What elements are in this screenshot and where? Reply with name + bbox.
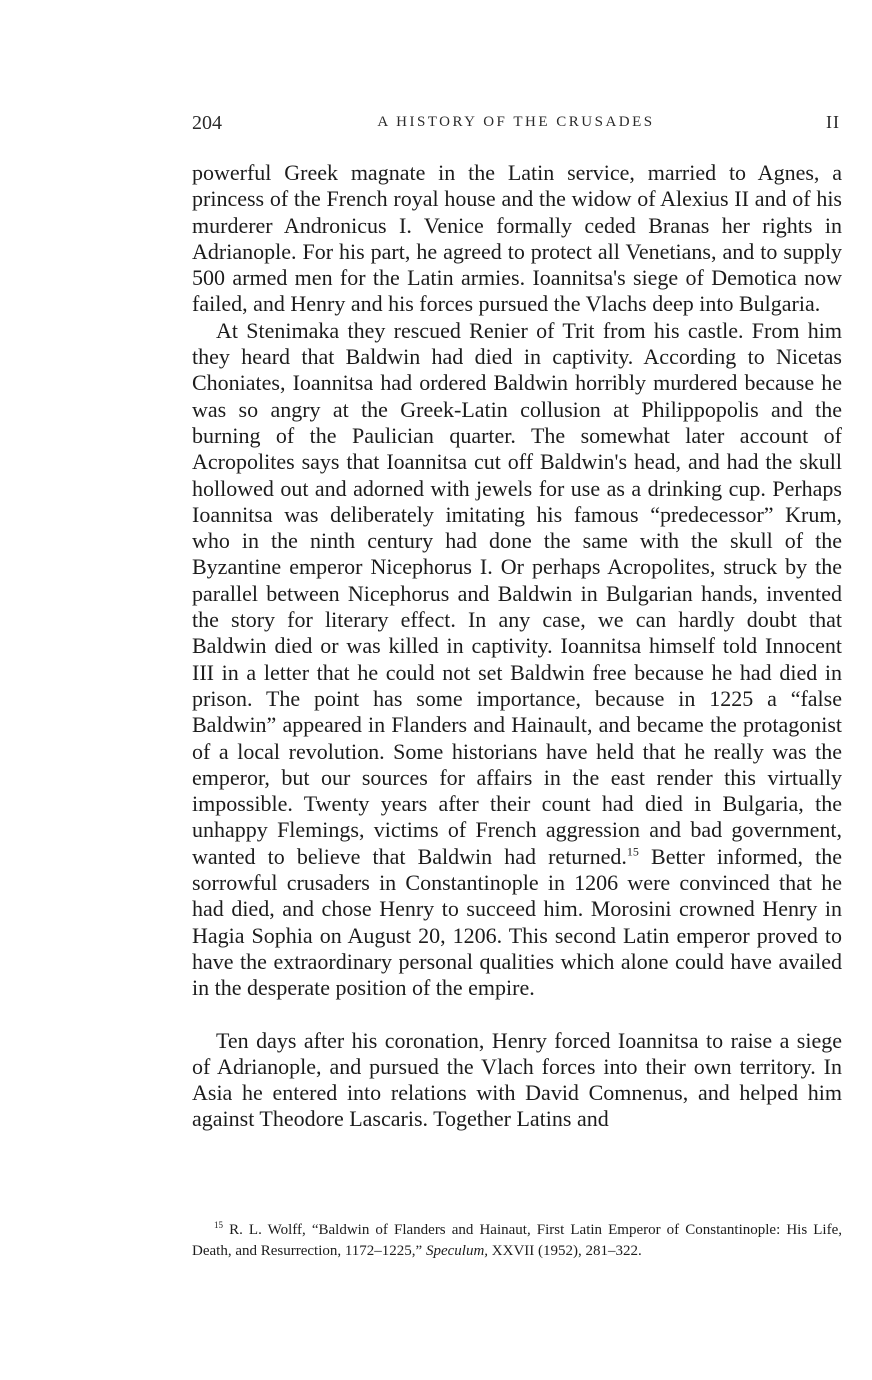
footnote-text-before: R. L. Wolff, “Baldwin of Flanders and Hainaut, First Latin Emperor of Constantinople: His Life, Death, and Resurrection, 1172–1225,”	[192, 1222, 842, 1259]
paragraph-2-continuation: Better informed, the sorrowful crusaders in Constantinople in 1206 were convinced that he had died, and chose Henry to succeed him. Morosini crowned Henry in Hagia Sophia on August 20, 1206. This second Latin emperor proved to have the extraordinary personal qualities which alone could have availed in the desperate position of the empire.	[192, 843, 842, 1001]
paragraph-1: powerful Greek magnate in the Latin service, married to Agnes, a princess of the French royal house and the widow of Alexius II and of his murderer Andronicus I. Venice formally ceded Branas her rights in Adrianople. For his part, he agreed to protect all Venetians, and to supply 500 armed men for the Latin armies. Ioannitsa's siege of Demotica now failed, and Henry and his forces pursued the Vlachs deep into Bulgaria.	[192, 160, 842, 317]
footnote-reference: 15	[626, 844, 639, 859]
page-number: 204	[192, 112, 222, 134]
footnote-text-after: XXVII (1952), 281–322.	[488, 1243, 642, 1259]
footnote	[192, 1220, 842, 1262]
body-text	[192, 160, 842, 1133]
running-title: A HISTORY OF THE CRUSADES	[377, 114, 655, 130]
volume-number: II	[826, 112, 840, 132]
running-header	[192, 112, 840, 142]
footnote-marker: 15	[214, 1220, 223, 1230]
paragraph-2-text: At Stenimaka they rescued Renier of Trit from his castle. From him they heard that Baldwin had died in captivity. According to Nicetas Choniates, Ioannitsa had ordered Baldwin horribly murdered because he was so angry at the Greek-Latin collusion at Philippopolis and the burning of the Paulician quarter. The somewhat later account of Acropolites says that Ioannitsa cut off Baldwin's head, and had the skull hollowed out and adorned with jewels for use as a drinking cup. Perhaps Ioannitsa was deliberately imitating his famous “predecessor” Krum, who in the ninth century had done the same with the skull of the Byzantine emperor Nicephorus I. Or perhaps Acropolites, struck by the parallel between Nicephorus and Baldwin in Bulgarian hands, invented the story for literary effect. In any case, we can hardly doubt that Baldwin died or was killed in captivity. Ioannitsa himself told Innocent III in a letter that he could not set Baldwin free because he had died in prison. The point has some importance, because in 1225 a “false Baldwin” appeared in Flanders and Hainault, and became the protagonist of a local revolution. Some historians have held that he really was the emperor, but our sources for affairs in the east render this virtually impossible. Twenty years after their count had died in Bulgaria, the unhappy Flemings, victims of French aggression and bad government, wanted to believe that Baldwin had returned.	[192, 317, 842, 869]
footnote-journal: Speculum,	[425, 1243, 489, 1259]
paragraph-2	[192, 318, 842, 1002]
paragraph-3: Ten days after his coronation, Henry forced Ioannitsa to raise a siege of Adrianople, and pursued the Vlach forces into their own territory. In Asia he entered into relations with David Comnenus, and helped him against Theodore Lascaris. Together Latins and	[192, 1027, 842, 1132]
